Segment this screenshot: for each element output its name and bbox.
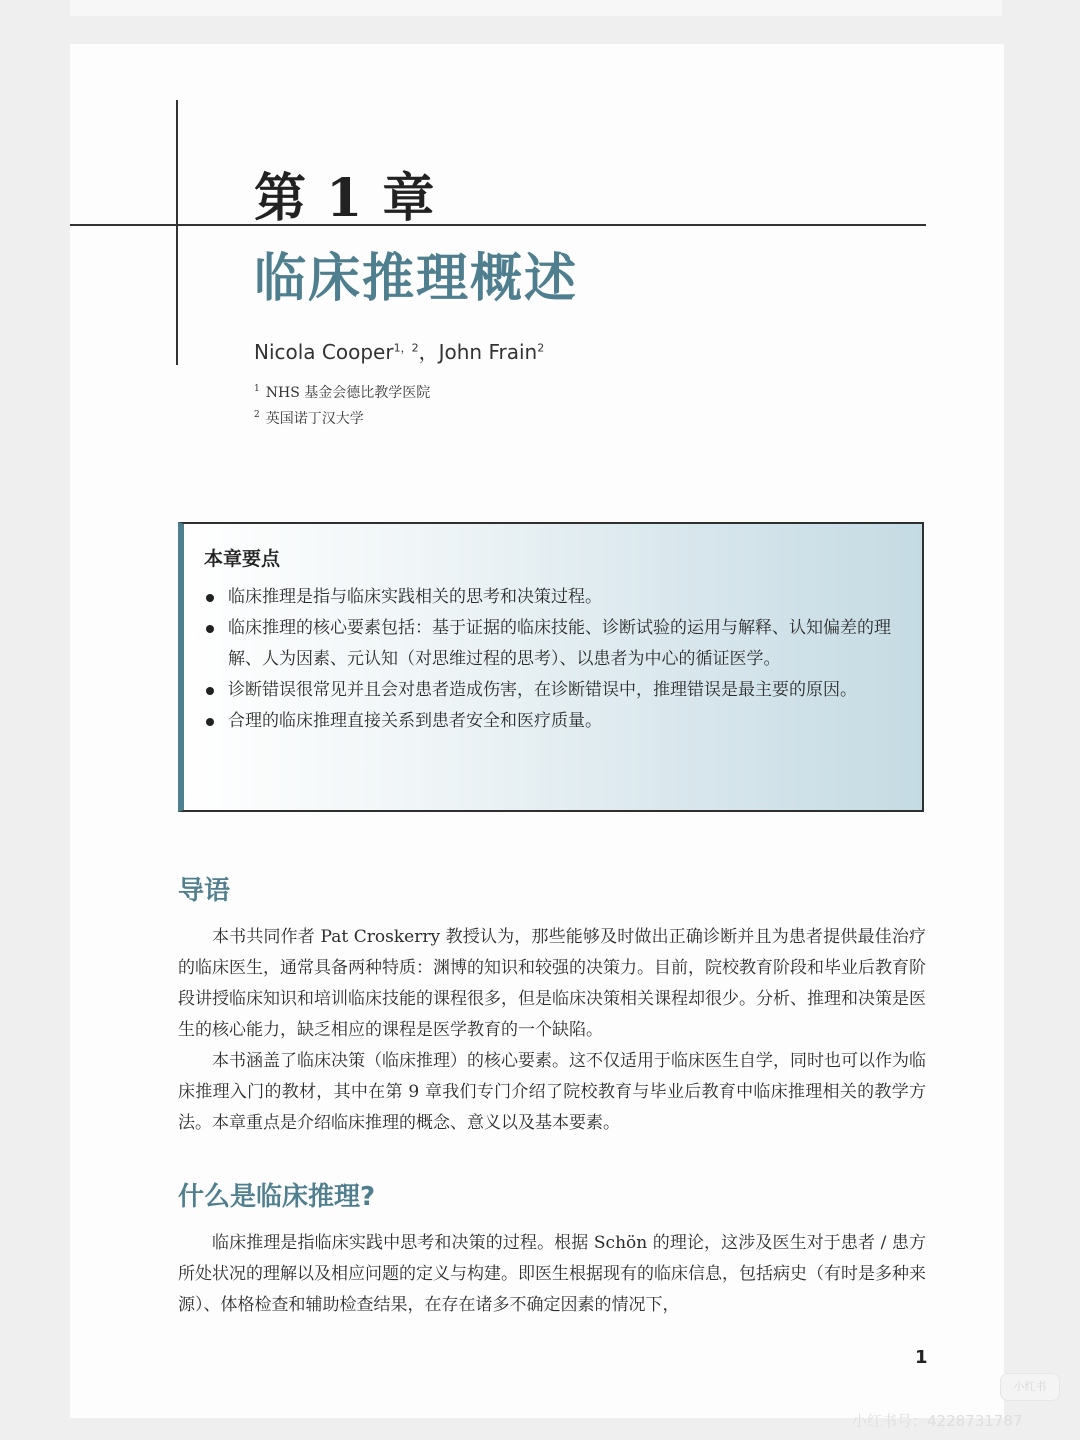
book-page xyxy=(70,44,1004,1418)
author-line xyxy=(254,336,544,365)
author-affiliation-ref: 2 xyxy=(537,341,545,355)
key-point-item: 临床推理是指与临床实践相关的思考和决策过程。 xyxy=(204,582,910,613)
author-name: Nicola Cooper xyxy=(254,340,394,364)
affiliation xyxy=(254,382,430,402)
page-number: 1 xyxy=(915,1347,928,1368)
key-points-box xyxy=(178,522,924,812)
paragraph: 临床推理是指临床实践中思考和决策的过程。根据 Schön 的理论，这涉及医生对于患者 / 患方所处状况的理解以及相应问题的定义与构建。即医生根据现有的临床信息，包括病史（有时是多种来源）、体格检查和辅助检查结果，在存在诸多不确定因素的情况下， xyxy=(178,1233,926,1315)
vertical-rule xyxy=(176,100,178,365)
section-heading-what-is: 什么是临床推理? xyxy=(178,1182,376,1212)
watermark-text: 小红书号：4228731787 xyxy=(852,1412,1023,1430)
previous-page-edge xyxy=(70,0,1002,16)
affiliation-text: 英国诺丁汉大学 xyxy=(265,411,364,427)
author-separator: ， xyxy=(418,340,439,364)
affiliation xyxy=(254,408,364,428)
paragraph: 本书涵盖了临床决策（临床推理）的核心要素。这不仅适用于临床医生自学，同时也可以作为临床推理入门的教材，其中在第 9 章我们专门介绍了院校教育与毕业后教育中临床推理相关的教学方法。本章重点是介绍临床推理的概念、意义以及基本要素。 xyxy=(178,1051,926,1133)
chapter-title: 临床推理概述 xyxy=(254,249,579,309)
key-point-item: 合理的临床推理直接关系到患者安全和医疗质量。 xyxy=(204,706,910,737)
key-points-title: 本章要点 xyxy=(204,548,281,570)
key-points-list xyxy=(204,582,910,737)
section-heading-intro: 导语 xyxy=(178,876,231,906)
author-name: John Frain xyxy=(438,340,538,364)
key-point-item: 诊断错误很常见并且会对患者造成伤害，在诊断错误中，推理错误是最主要的原因。 xyxy=(204,675,910,706)
affiliation-number: 2 xyxy=(254,410,260,421)
watermark-badge: 小红书 xyxy=(1000,1373,1060,1401)
affiliation-text: NHS 基金会德比教学医院 xyxy=(265,385,431,401)
affiliation-number: 1 xyxy=(254,384,260,395)
chapter-number: 第 1 章 xyxy=(254,168,436,229)
author-affiliation-ref: 1，2 xyxy=(393,341,419,355)
key-point-item: 临床推理的核心要素包括：基于证据的临床技能、诊断试验的运用与解释、认知偏差的理解、人为因素、元认知（对思维过程的思考）、以患者为中心的循证医学。 xyxy=(204,613,910,675)
paragraph: 本书共同作者 Pat Croskerry 教授认为，那些能够及时做出正确诊断并且为患者提供最佳治疗的临床医生，通常具备两种特质：渊博的知识和较强的决策力。目前，院校教育阶段和毕业后教育阶段讲授临床知识和培训临床技能的课程很多，但是临床决策相关课程却很少。分析、推理和决策是医生的核心能力，缺乏相应的课程是医学教育的一个缺陷。 xyxy=(178,927,926,1040)
horizontal-rule xyxy=(70,224,926,226)
